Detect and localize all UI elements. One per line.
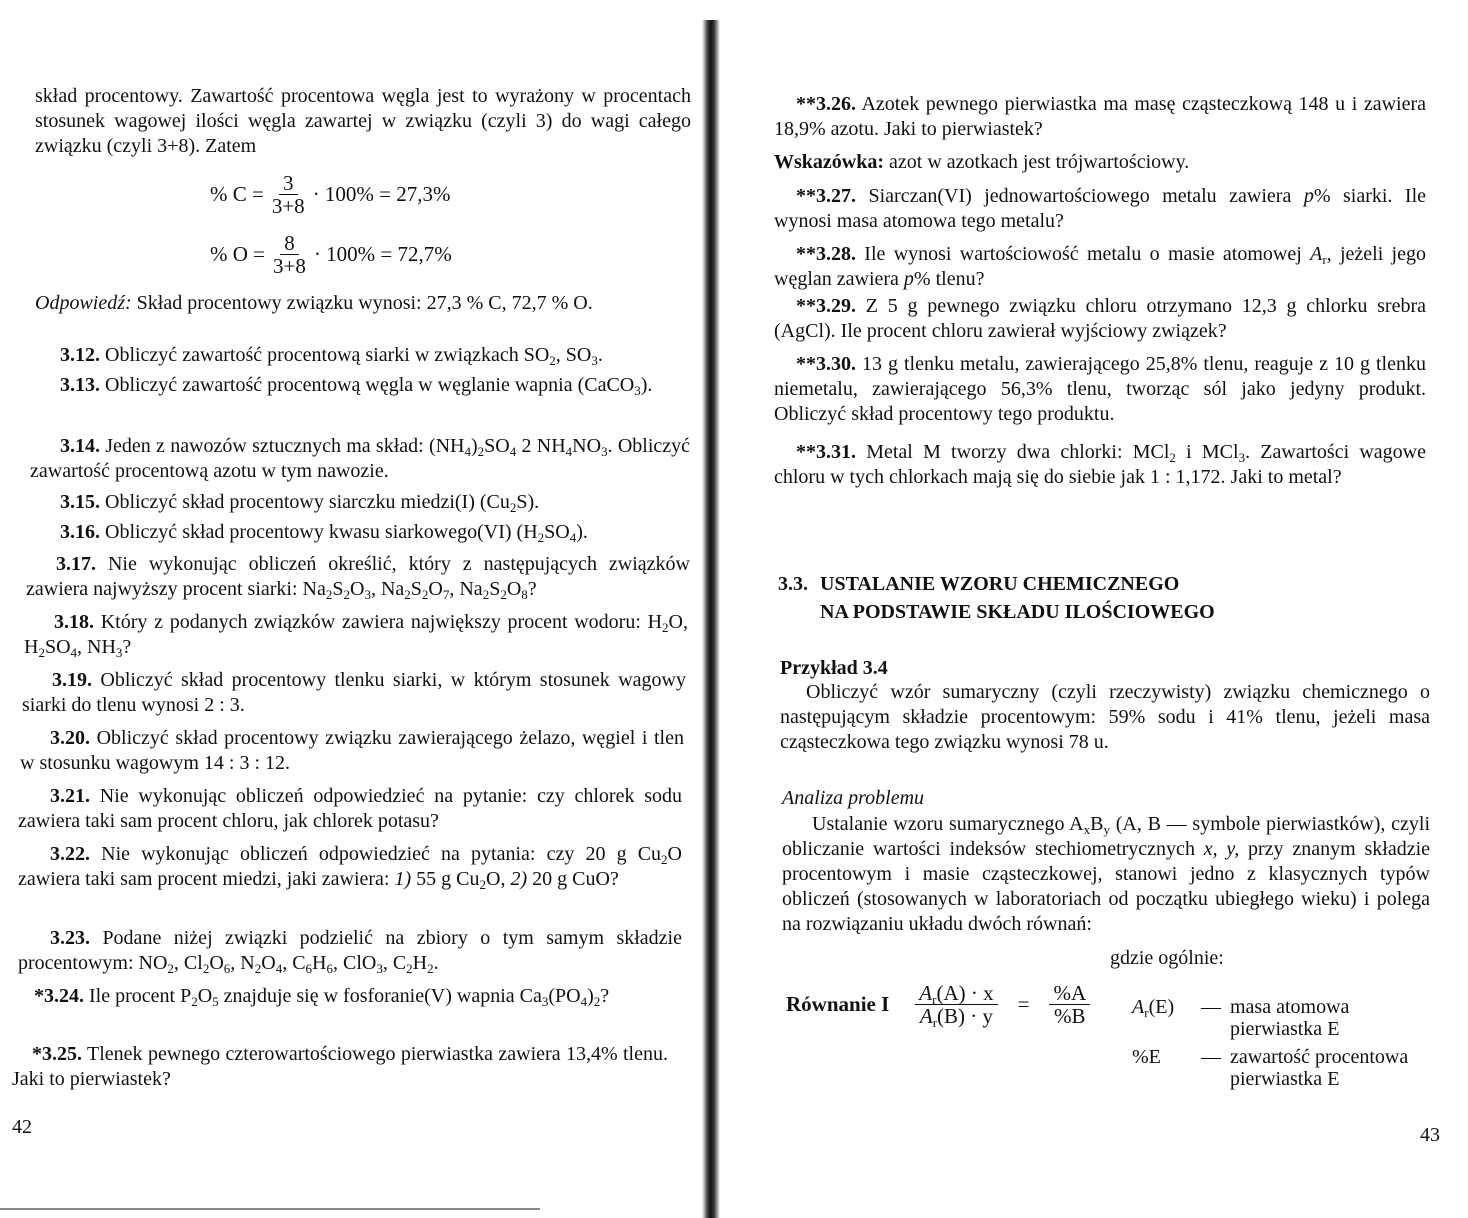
hint-line: [774, 150, 1426, 175]
exercise-3-17: 3.17. Nie wykonując obliczeń określić, który z następujących związków zawiera najwyższy procent siarki: $Na_2S_2O_3$, $Na_2S_2O_7$, $Na_2S_2O_8$?: [26, 553, 690, 602]
page-number-right: 43: [1420, 1124, 1440, 1146]
equation-right-fraction: [1049, 982, 1090, 1027]
eq2-numerator: 8: [280, 232, 299, 255]
example-text: Obliczyć wzór sumaryczny (czyli rzeczywisty) związku chemicznego o następującym składzie procentowym: 59% sodu i 41% tlenu, jeżeli masa cząsteczkowa tego związku wynosi 78 u.: [780, 681, 1430, 753]
eq1-lhs: % C =: [210, 182, 264, 206]
def2-text: zawartość procentowa pierwiastka E: [1230, 1046, 1409, 1090]
exercise-3-29: **3.29. Z 5 g pewnego związku chloru otrzymano 12,3 g chlorku srebra (AgCl). Ile procent chloru zawierał wyjściowy związek?: [774, 295, 1426, 342]
exercise-3-30: **3.30. 13 g tlenku metalu, zawierającego 25,8% tlenu, reaguje z 10 g tlenku niemetalu, zawierającego 56,3% tlenu, tworząc sól jako jedyny produkt. Obliczyć skład procentowy tego produktu.: [774, 353, 1426, 425]
answer-text: Skład procentowy związku wynosi: 27,3 % C, 72,7 % O.: [131, 292, 593, 314]
section-number: 3.3.: [778, 573, 808, 595]
exercise-3-23: 3.23. Podane niżej związki podzielić na zbiory o tym samym składzie procentowym: $NO_2$, $Cl_2O_6$, $N_2O_4$, $C_6H_6$, ClO$_3$, $C_2H_2$.: [18, 927, 682, 976]
eq1-denominator: 3+8: [271, 194, 305, 218]
eq1-fraction: [272, 172, 305, 217]
eq2-lhs: % O =: [210, 242, 266, 266]
intro-paragraph: skład procentowy. Zawartość procentowa węgla jest to wyrażony w procentach stosunek wagowej ilości węgla zawartej w związku (czyli 3) do wagi całego związku (czyli 3+8). Zatem: [35, 85, 691, 157]
eq-right-denominator: %B: [1054, 1004, 1086, 1028]
exercise-3-15: 3.15. Obliczyć skład procentowy siarczku miedzi(I) $(Cu_2S)$.: [60, 491, 540, 515]
def2-symbol: %E: [1132, 1046, 1161, 1068]
eq-numerator: $A_r(A) \cdot x$: [915, 982, 997, 1005]
exercise-3-24: *3.24. Ile procent $P_2O_5$ znajduje się w fosforanie(V) wapnia $Ca_3(PO_4)_2$?: [34, 985, 610, 1009]
exercise-3-25: *3.25. Tlenek pewnego czterowartościowego pierwiastka zawiera 13,4% tlenu. Jaki to pierwiastek?: [12, 1043, 668, 1090]
exercise-3-21: 3.21. Nie wykonując obliczeń odpowiedzieć na pytanie: czy chlorek sodu zawiera taki sam procent chloru, jak chlorek potasu?: [18, 785, 682, 832]
answer-label: Odpowiedź:: [35, 292, 132, 314]
exercise-3-26: **3.26. Azotek pewnego pierwiastka ma masę cząsteczkową 148 u i zawiera 18,9% azotu. Jaki to pierwiastek?: [774, 93, 1426, 140]
example-title: Przykład 3.4: [780, 657, 888, 679]
section-title-line-1: USTALANIE WZORU CHEMICZNEGO: [820, 573, 1180, 595]
equation-carbon: [210, 172, 451, 217]
page-number-left: 42: [12, 1116, 32, 1138]
eq1-rhs: · 100% = 27,3%: [312, 182, 451, 206]
eq1-numerator: 3: [279, 172, 298, 195]
exercise-3-27: **3.27. Siarczan(VI) jednowartościowego metalu zawiera p% siarki. Ile wynosi masa atomowa tego metalu?: [774, 185, 1426, 232]
def2-dash: —: [1201, 1046, 1221, 1068]
eq2-rhs: · 100% = 72,7%: [313, 242, 452, 266]
exercise-3-20: 3.20. Obliczyć skład procentowy związku zawierającego żelazo, węgiel i tlen w stosunku wagowym 14 : 3 : 12.: [20, 727, 684, 774]
exercise-3-12: 3.12. Obliczyć zawartość procentową siarki w związkach $SO_2$, $SO_3$.: [60, 344, 603, 368]
eq2-denominator: 3+8: [273, 254, 306, 278]
equation-one: [786, 981, 1090, 1030]
analysis-text: Ustalanie wzoru sumarycznego $A_xB_y$ (A, B — symbole pierwiastków), czyli obliczanie wartości indeksów stechiometrycznych x, y, przy znanym składzie procentowym i masie cząsteczkowej, stanowi jedno z klasycznych typów obliczeń (stosowanych w laboratoriach od początku ubiegłego wieku) i polega na rozwiązaniu układu dwóch równań:: [782, 813, 1431, 935]
exercise-3-31: **3.31. Metal M tworzy dwa chlorki: MCl$_2$ i MCl$_3$. Zawartości wagowe chloru w tych chlorkach mają się do siebie jak 1 : 1,172. Jaki to metal?: [774, 441, 1426, 488]
exercise-3-22: 3.22. Nie wykonując obliczeń odpowiedzieć na pytania: czy 20 g $Cu_2O$ zawiera taki sam procent miedzi, jaki zawiera: 1) 55 g $Cu_2O$, 2) 20 g CuO?: [18, 843, 682, 892]
exercise-3-18: 3.18. Który z podanych związków zawiera największy procent wodoru: $H_2O$, $H_2SO_4$, $NH_3$?: [24, 611, 688, 660]
definition-atomic-mass: [1132, 996, 1444, 1040]
eq-equals: =: [1017, 992, 1030, 1016]
def1-text: masa atomowa pierwiastka E: [1230, 996, 1350, 1040]
exercise-3-19: 3.19. Obliczyć skład procentowy tlenku siarki, w którym stosunek wagowy siarki do tlenu wynosi 2 : 3.: [22, 669, 686, 716]
definition-percent-content: [1132, 1046, 1444, 1090]
section-title-line-2: NA PODSTAWIE SKŁADU ILOŚCIOWEGO: [820, 601, 1215, 623]
right-page: [720, 0, 1468, 1218]
analysis-title: Analiza problemu: [782, 787, 925, 809]
exercise-3-16: 3.16. Obliczyć skład procentowy kwasu siarkowego(VI) $(H_2SO_4)$.: [60, 521, 588, 545]
eq2-fraction: [273, 232, 306, 277]
def1-dash: —: [1201, 996, 1221, 1018]
eq-right-numerator: %A: [1049, 982, 1090, 1005]
eq-denominator: $A_r(B) \cdot y$: [919, 1004, 994, 1030]
exercise-3-28: **3.28. Ile wynosi wartościowość metalu o masie atomowej $A_r$, jeżeli jego węglan zawiera p% tlenu?: [774, 243, 1426, 290]
def1-symbol: $A_r(E)$: [1132, 996, 1175, 1020]
equation-oxygen: [210, 232, 452, 277]
where-general: gdzie ogólnie:: [1110, 947, 1224, 969]
equation-left-fraction: [915, 981, 997, 1030]
exercise-3-13: 3.13. Obliczyć zawartość procentową węgla w węglanie wapnia (CaCO$_3$).: [60, 374, 653, 398]
left-page: [0, 0, 705, 1218]
equation-label: Równanie I: [786, 992, 890, 1016]
exercise-3-14: 3.14. Jeden z nawozów sztucznych ma skład: $(NH_4)_2SO_4$ 2 $NH_4NO_3$. Obliczyć zawartość procentową azotu w tym nawozie.: [30, 435, 691, 482]
answer-line: [35, 291, 695, 316]
hint-text: azot w azotkach jest trójwartościowy.: [884, 151, 1190, 173]
hint-label: Wskazówka:: [774, 151, 885, 173]
